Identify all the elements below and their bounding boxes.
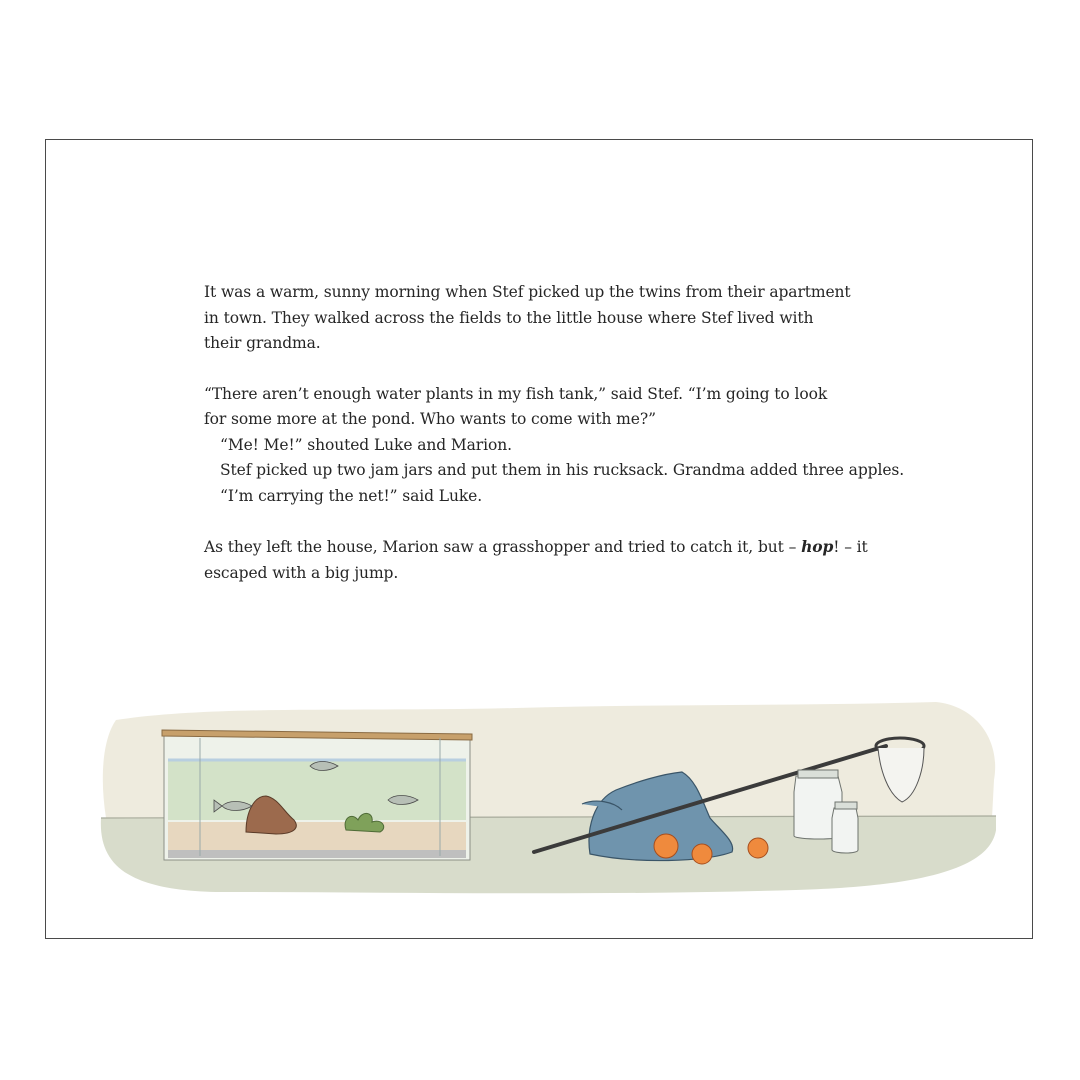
story-text-run: ! – it bbox=[833, 538, 868, 556]
story-line: “Me! Me!” shouted Luke and Marion. bbox=[220, 435, 512, 454]
story-line: escaped with a big jump. bbox=[204, 563, 399, 582]
story-line: “I’m carrying the net!” said Luke. bbox=[220, 486, 483, 505]
story-text-run: As they left the house, Marion saw a grasshopper and tried to catch it, but – bbox=[204, 538, 802, 556]
book-page bbox=[45, 139, 1033, 939]
story-line: It was a warm, sunny morning when Stef picked up the twins from their apartment bbox=[204, 283, 851, 301]
illustration bbox=[96, 700, 996, 900]
story-line bbox=[204, 534, 904, 561]
story-line: in town. They walked across the fields to the little house where Stef lived with bbox=[204, 308, 814, 327]
story-text bbox=[204, 280, 904, 586]
story-line: for some more at the pond. Who wants to come with me?” bbox=[204, 410, 656, 428]
story-line: “There aren’t enough water plants in my fish tank,” said Stef. “I’m going to look bbox=[204, 384, 828, 403]
hop-emphasis: hop bbox=[801, 537, 834, 556]
story-line: Stef picked up two jam jars and put them in his rucksack. Grandma added three apples. bbox=[220, 461, 905, 479]
story-line: their grandma. bbox=[204, 334, 321, 352]
fish-tank bbox=[162, 730, 472, 860]
